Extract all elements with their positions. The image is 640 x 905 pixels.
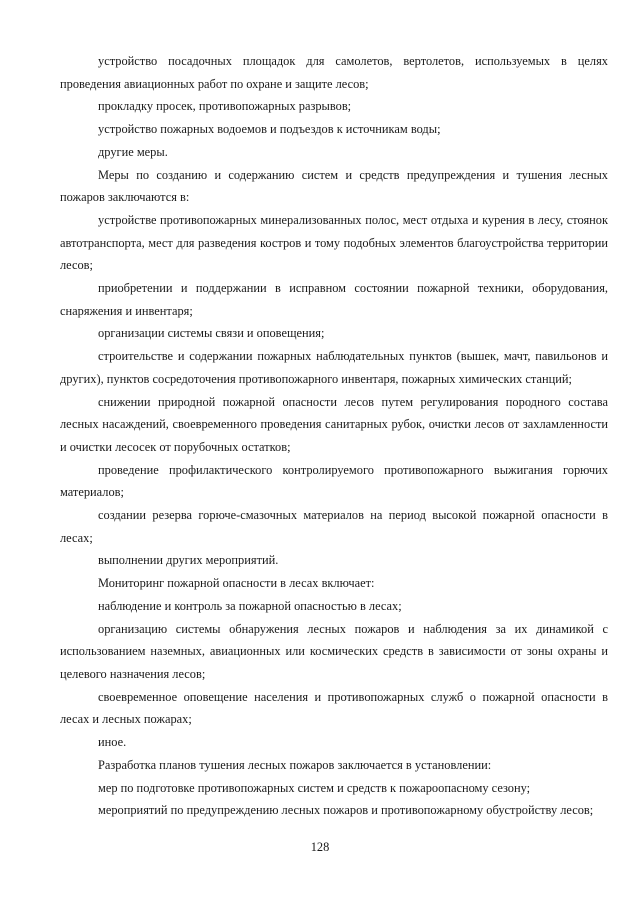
paragraph: своевременное оповещение населения и противопожарных служб о пожарной опасности в лесах и лесных пожарах; xyxy=(60,689,608,727)
paragraph: Меры по созданию и содержанию систем и средств предупреждения и тушения лесных пожаров заключаются в: xyxy=(60,167,608,205)
paragraph: организации системы связи и оповещения; xyxy=(98,326,325,341)
paragraph: мероприятий по предупреждению лесных пожаров и противопожарному обустройству лесов; xyxy=(98,803,594,818)
paragraph: приобретении и поддержании в исправном состоянии пожарной техники, оборудования, снаряжения и инвентаря; xyxy=(60,281,608,318)
paragraph: организацию системы обнаружения лесных пожаров и наблюдения за их динамикой с использованием наземных, авиационных или космических средств в зависимости от зоны охраны и целевого назначения лесов; xyxy=(60,621,608,681)
paragraph: наблюдение и контроль за пожарной опасностью в лесах; xyxy=(98,598,402,613)
paragraph: Разработка планов тушения лесных пожаров заключается в установлении: xyxy=(98,757,492,772)
paragraph: устройство посадочных площадок для самолетов, вертолетов, используемых в целях проведения авиационных работ по охране и защите лесов; xyxy=(60,54,608,91)
paragraph: иное. xyxy=(98,735,127,750)
paragraph: мер по подготовке противопожарных систем и средств к пожароопасному сезону; xyxy=(98,780,531,795)
paragraph: снижении природной пожарной опасности лесов путем регулирования породного состава лесных насаждений, своевременного проведения санитарных рубок, очистки лесов от захламленности и очистки лесосек от порубочных остатков; xyxy=(60,394,608,454)
paragraph: создании резерва горюче-смазочных материалов на период высокой пожарной опасности в лесах; xyxy=(60,508,608,545)
paragraph: строительстве и содержании пожарных наблюдательных пунктов (вышек, мачт, павильонов и других), пунктов сосредоточения противопожарного инвентаря, пожарных химических станций; xyxy=(60,349,608,386)
paragraph: Мониторинг пожарной опасности в лесах включает: xyxy=(98,576,375,591)
paragraph: выполнении других мероприятий. xyxy=(98,553,279,568)
paragraph: устройстве противопожарных минерализованных полос, мест отдыха и курения в лесу, стоянок автотранспорта, мест для разведения костров и тому подобных элементов благоустройства территории лесов; xyxy=(60,212,608,273)
paragraph: проведение профилактического контролируемого противопожарного выжигания горючих материалов; xyxy=(60,462,608,500)
paragraph: другие меры. xyxy=(98,144,168,159)
paragraph: устройство пожарных водоемов и подъездов к источникам воды; xyxy=(98,122,441,137)
page-number: 128 xyxy=(310,840,330,854)
paragraph: прокладку просек, противопожарных разрывов; xyxy=(98,99,352,114)
body-text xyxy=(60,50,608,822)
